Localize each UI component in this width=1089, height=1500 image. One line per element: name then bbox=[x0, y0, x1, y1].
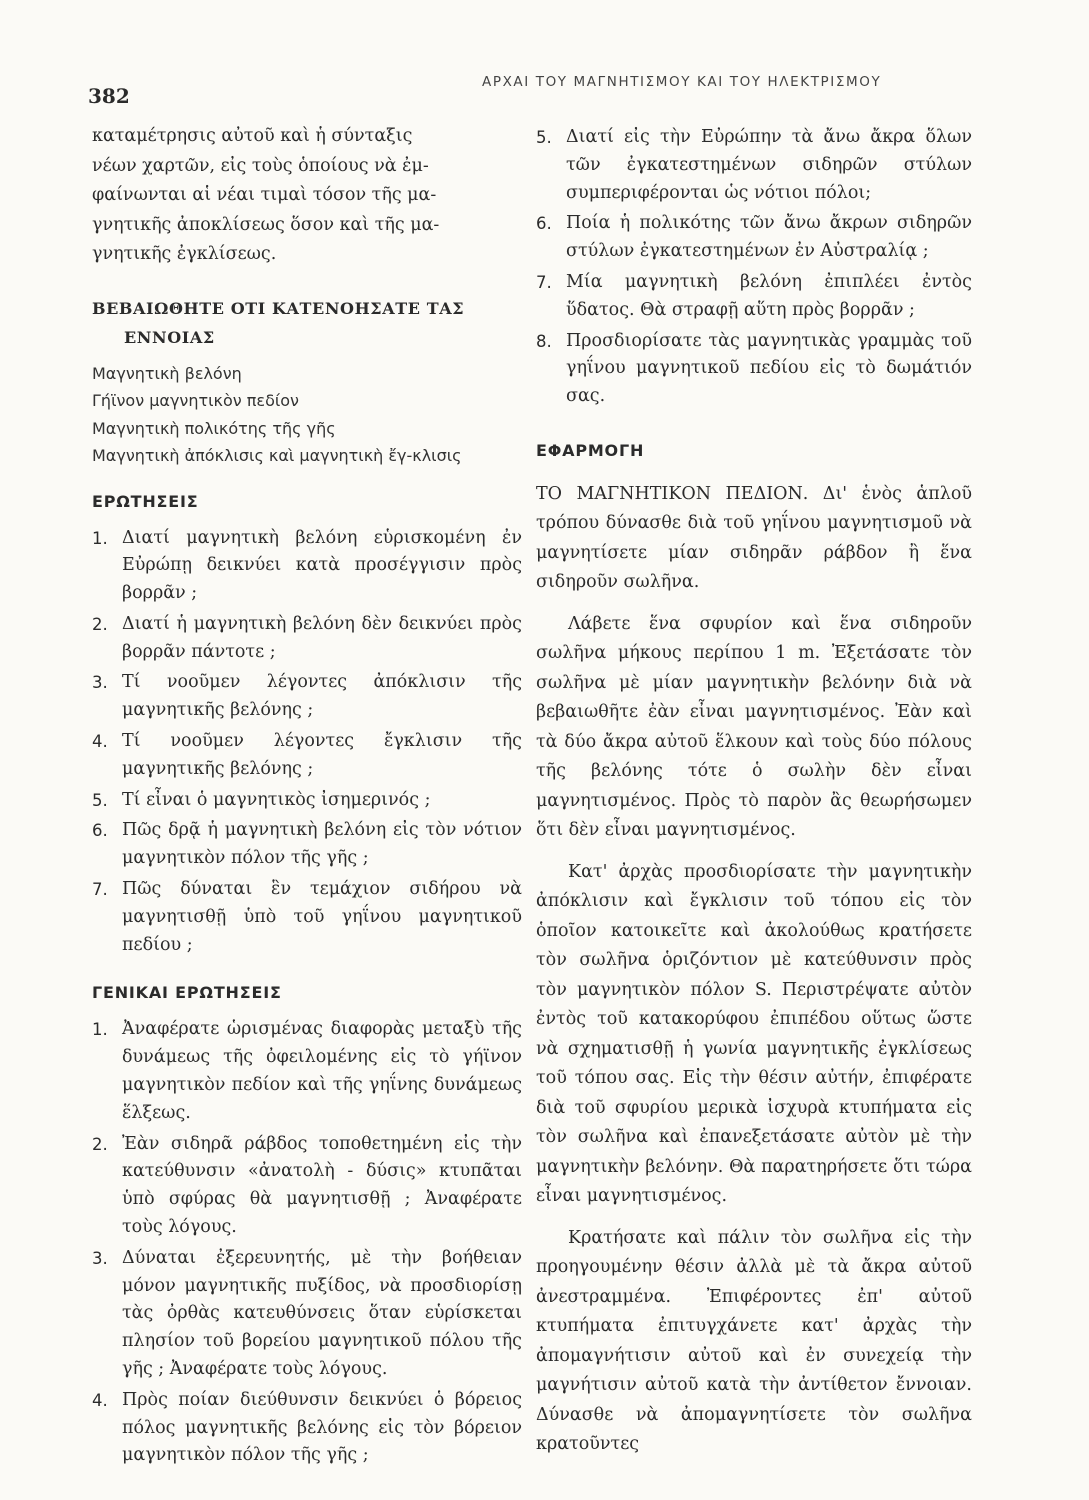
question-item bbox=[92, 611, 522, 667]
question-item bbox=[536, 328, 972, 411]
question-text: Ποία ἡ πολικότης τῶν ἄνω ἄκρων σιδηρῶν στύλων ἐγκατεστημένων ἐν Αὐστραλίᾳ ; bbox=[566, 213, 972, 262]
question-number: 5. bbox=[536, 128, 552, 147]
intro-line: νέων χαρτῶν, εἰς τοὺς ὁποίους νὰ ἐμ- bbox=[92, 155, 429, 176]
concepts-heading bbox=[92, 294, 522, 352]
question-text: Διατί μαγνητικὴ βελόνη εὑρισκομένη ἐν Εὐρώπῃ δεικνύει κατὰ προσέγγισιν πρὸς βορρᾶν ; bbox=[122, 527, 522, 604]
question-item bbox=[92, 787, 522, 815]
question-text: Ἐὰν σιδηρᾶ ράβδος τοποθετημένη εἰς τὴν κατεύθυνσιν «ἀνατολὴ - δύσις» κτυπᾶται ὑπὸ σφύρας θὰ μαγνητισθῇ ; Ἀναφέρατε τοὺς λόγους. bbox=[122, 1133, 522, 1238]
question-text: Ἀναφέρατε ὡρισμένας διαφορὰς μεταξὺ τῆς δυνάμεως τῆς ὀφειλομένης εἰς τὸ γήϊνον μαγνητικὸν πεδίον καὶ τῆς γηΐνης δυνάμεως ἕλξεως. bbox=[122, 1019, 522, 1123]
question-item bbox=[92, 525, 522, 608]
questions-heading: ΕΡΩΤΗΣΕΙΣ bbox=[92, 491, 199, 511]
question-item bbox=[92, 669, 522, 725]
question-number: 4. bbox=[92, 732, 108, 752]
question-number: 3. bbox=[92, 1248, 108, 1268]
intro-line: γνητικῆς ἐγκλίσεως. bbox=[92, 244, 277, 264]
question-number: 6. bbox=[536, 214, 552, 234]
question-item bbox=[536, 210, 972, 266]
right-column bbox=[536, 124, 972, 1460]
general-question-item bbox=[92, 1016, 522, 1127]
question-text: Τί νοοῦμεν λέγοντες ἀπόκλισιν τῆς μαγνητικῆς βελόνης ; bbox=[122, 672, 522, 721]
question-number: 7. bbox=[92, 880, 108, 900]
general-question-item bbox=[92, 1245, 522, 1384]
question-number: 4. bbox=[92, 1390, 108, 1410]
question-item bbox=[92, 817, 522, 873]
question-text: Πρὸς ποίαν διεύθυνσιν δεικνύει ὁ βόρειος πόλος μαγνητικῆς βελόνης εἰς τὸν βόρειον μαγνητικὸν πόλον τῆς γῆς ; bbox=[122, 1389, 522, 1466]
question-text: Προσδιορίσατε τὰς μαγνητικὰς γραμμὰς τοῦ γηΐνου μαγνητικοῦ πεδίου εἰς τὸ δωμάτιόν σας. bbox=[566, 330, 972, 407]
question-text: Μία μαγνητικὴ βελόνη ἐπιπλέει ἐντὸς ὕδατος. Θὰ στραφῇ αὕτη πρὸς βορρᾶν ; bbox=[566, 271, 972, 320]
question-number: 7. bbox=[536, 272, 552, 292]
body-paragraph: Λάβετε ἕνα σφυρίον καὶ ἕνα σιδηροῦν σωλῆνα μήκους περίπου 1 m. Ἐξετάσατε τὸν σωλῆνα μὲ μίαν μαγνητικὴν βελόνην διὰ νὰ βεβαιωθῆτε ἐὰν εἶναι μαγνητισμένος. Ἐὰν καὶ τὰ δύο ἄκρα αὐτοῦ ἕλκουν καὶ τοὺς δύο πόλους τῆς βελόνης τότε ὁ σωλὴν δὲν εἶναι μαγνητισμένος. Πρὸς τὸ παρὸν ἂς θεωρήσωμεν ὅτι δὲν εἶναι μαγνητισμένος. bbox=[536, 613, 972, 841]
question-number: 2. bbox=[92, 1134, 108, 1154]
left-column bbox=[92, 122, 522, 1473]
concept-item: Μαγνητικὴ βελόνη bbox=[92, 363, 242, 383]
general-question-item bbox=[92, 1131, 522, 1242]
intro-line: γνητικῆς ἀποκλίσεως ὅσον καὶ τῆς μα- bbox=[92, 214, 440, 235]
concept-item: Μαγνητικὴ ἀπόκλισις καὶ μαγνητικὴ ἔγ-κλισις bbox=[92, 446, 462, 465]
question-text: Πῶς δρᾷ ἡ μαγνητικὴ βελόνη εἰς τὸν νότιον μαγνητικὸν πόλον τῆς γῆς ; bbox=[122, 820, 522, 869]
question-number: 8. bbox=[536, 331, 552, 351]
question-item bbox=[536, 124, 972, 207]
concepts-heading-line-2: ΕΝΝΟΙΑΣ bbox=[124, 327, 215, 347]
question-item bbox=[536, 269, 972, 325]
question-number: 2. bbox=[92, 614, 108, 634]
concepts-list bbox=[92, 360, 522, 470]
question-item bbox=[92, 876, 522, 959]
question-text: Τί νοοῦμεν λέγοντες ἔγκλισιν τῆς μαγνητικῆς βελόνης ; bbox=[122, 731, 522, 779]
question-number: 6. bbox=[92, 821, 108, 841]
question-number: 1. bbox=[92, 1020, 108, 1040]
intro-line: φαίνωνται αἱ νέαι τιμαὶ τόσον τῆς μα- bbox=[92, 185, 437, 205]
application-heading: ΕΦΑΡΜΟΓΗ bbox=[536, 440, 645, 460]
application-title-paragraph: ΤΟ ΜΑΓΝΗΤΙΚΟΝ ΠΕΔΙΟΝ. Δι' ἑνὸς ἁπλοῦ τρόπου δύνασθε διὰ τοῦ γηΐνου μαγνητισμοῦ νὰ μαγνητίσετε μίαν σιδηρᾶν ράβδον ἢ ἕνα σιδηροῦν σωλῆνα. bbox=[536, 483, 972, 593]
question-item bbox=[92, 728, 522, 784]
question-text: Δύναται ἐξερευνητής, μὲ τὴν βοήθειαν μόνον μαγνητικῆς πυξίδος, νὰ προσδιορίσῃ τὰς ὀρθὰς κατευθύνσεις ὅταν εὑρίσκεται πλησίον τοῦ βορείου μαγνητικοῦ πόλου τῆς γῆς ; Ἀναφέρατε τοὺς λόγους. bbox=[122, 1247, 522, 1380]
intro-line: καταμέτρησις αὐτοῦ καὶ ἡ σύνταξις bbox=[92, 126, 413, 146]
concept-item: Μαγνητικὴ πολικότης τῆς γῆς bbox=[92, 418, 336, 438]
body-paragraph: Κρατήσατε καὶ πάλιν τὸν σωλῆνα εἰς τὴν προηγουμένην θέσιν ἀλλὰ μὲ τὰ ἄκρα αὐτοῦ ἀνεστραμμένα. Ἐπιφέροντες ἐπ' αὐτοῦ κτυπήματα ἐπιτυγχάνετε κατ' ἀρχὰς τὴν ἀπομαγνήτισιν αὐτοῦ καὶ ἐν συνεχείᾳ τὴν μαγνήτισιν αὐτοῦ κατὰ τὴν ἀντίθετον ἔννοιαν. Δύνασθε νὰ ἀπομαγνητίσετε τὸν σωλῆνα κρατοῦντες bbox=[536, 1227, 972, 1455]
general-question-item bbox=[92, 1387, 522, 1470]
question-number: 3. bbox=[92, 673, 108, 693]
questions-list-continued bbox=[536, 124, 972, 411]
concepts-heading-line-1: ΒΕΒΑΙΩΘΗΤΕ ΟΤΙ ΚΑΤΕΝΟΗΣΑΤΕ ΤΑΣ bbox=[92, 298, 465, 318]
general-questions-list bbox=[92, 1016, 522, 1470]
questions-list bbox=[92, 525, 522, 960]
concept-item: Γήϊνον μαγνητικὸν πεδίον bbox=[92, 391, 299, 410]
general-questions-heading: ΓΕΝΙΚΑΙ ΕΡΩΤΗΣΕΙΣ bbox=[92, 983, 282, 1003]
body-paragraph: Κατ' ἀρχὰς προσδιορίσατε τὴν μαγνητικὴν ἀπόκλισιν καὶ ἔγκλισιν τοῦ τόπου εἰς τὸν ὁποῖον κατοικεῖτε καὶ ἀκολούθως κρατήσετε τὸν σωλῆνα ὁριζόντιον μὲ κατεύθυνσιν πρὸς τὸν μαγνητικὸν πόλον S. Περιστρέψατε αὐτὸν ἐντὸς τοῦ κατακορύφου ἐπιπέδου οὕτως ὥστε νὰ σχηματισθῇ ἡ γωνία μαγνητικῆς ἐγκλίσεως τοῦ τόπου σας. Εἰς τὴν θέσιν αὐτήν, ἐπιφέρατε διὰ τοῦ σφυρίου μερικὰ ἰσχυρὰ κτυπήματα εἰς τὸν σωλῆνα καὶ ἐπανεξετάσατε αὐτὸν μὲ τὴν μαγνητικὴν βελόνην. Θὰ παρατηρήσετε ὅτι τώρα εἶναι μαγνητισμένος. bbox=[536, 861, 972, 1207]
question-text: Διατί ἡ μαγνητικὴ βελόνη δὲν δεικνύει πρὸς βορρᾶν πάντοτε ; bbox=[122, 613, 522, 662]
question-text: Πῶς δύναται ἓν τεμάχιον σιδήρου νὰ μαγνητισθῇ ὑπὸ τοῦ γηΐνου μαγνητικοῦ πεδίου ; bbox=[122, 879, 522, 955]
question-number: 5. bbox=[92, 790, 108, 810]
intro-paragraph bbox=[92, 122, 522, 270]
page-number: 382 bbox=[88, 84, 130, 108]
running-head: ΑΡΧΑΙ ΤΟΥ ΜΑΓΝΗΤΙΣΜΟΥ ΚΑΙ ΤΟΥ ΗΛΕΚΤΡΙΣΜΟΥ bbox=[482, 74, 882, 90]
question-number: 1. bbox=[92, 528, 108, 548]
question-text: Τί εἶναι ὁ μαγνητικὸς ἰσημερινός ; bbox=[122, 789, 431, 810]
question-text: Διατί εἰς τὴν Εὐρώπην τὰ ἄνω ἄκρα ὅλων τῶν ἐγκατεστημένων σιδηρῶν στύλων συμπεριφέρονται ὡς νότιοι πόλοι; bbox=[566, 127, 972, 203]
